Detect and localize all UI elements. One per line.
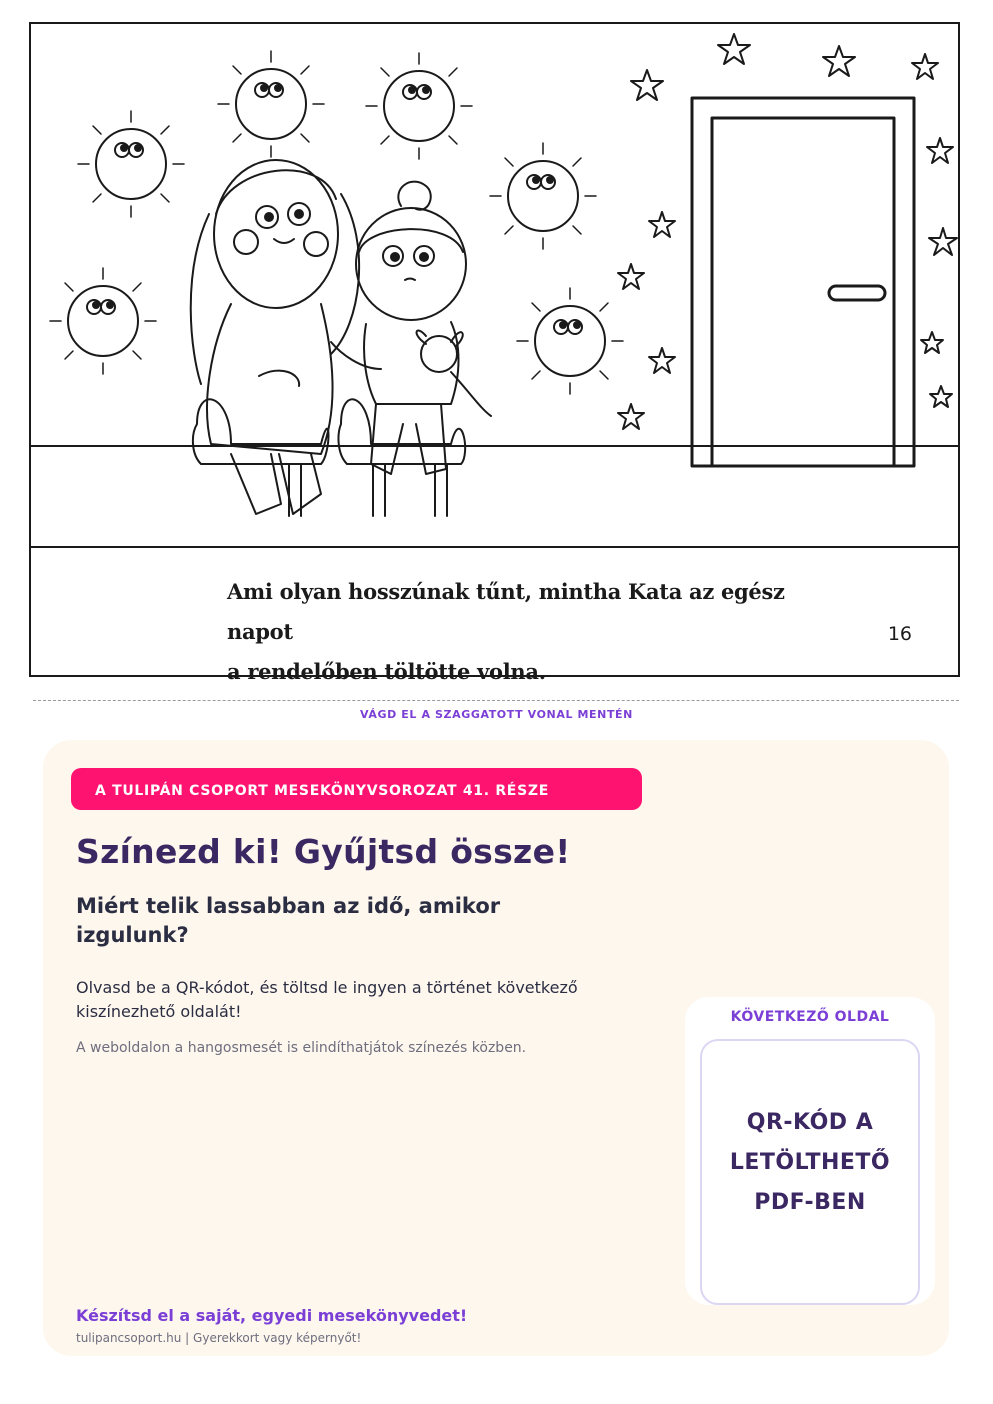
page-number: 16 [887, 623, 912, 645]
promo-title: Színezd ki! Gyűjtsd össze! [76, 832, 571, 871]
promo-subtitle: Miért telik lassabban az idő, amikor izgulunk? [76, 894, 501, 947]
promo-footer: tulipancsoport.hu | Gyerekkort vagy képernyőt! [76, 1331, 362, 1345]
promo-note: A weboldalon a hangosmesét is elindíthatjátok színezés közben. [76, 1040, 527, 1056]
chairs [193, 399, 465, 516]
door-panel [712, 118, 894, 466]
stars [618, 34, 957, 429]
qr-placeholder-line-3: PDF-BEN [754, 1190, 866, 1215]
sun-5 [50, 268, 156, 374]
qr-panel [685, 997, 935, 1305]
promo-card [43, 740, 949, 1356]
caption-box [31, 546, 958, 684]
cut-instruction: VÁGD EL A SZAGGATOTT VONAL MENTÉN [360, 708, 633, 721]
sun-1 [78, 111, 184, 217]
sun-2 [218, 51, 324, 157]
promo-body: Olvasd be a QR-kódot, és töltsd le ingyen a történet következő kiszínezhető oldalát! [76, 978, 578, 1021]
caption-line-2: a rendelőben töltötte volna. [227, 659, 546, 684]
door-frame [692, 98, 914, 466]
qr-placeholder-line-1: QR-KÓD A [746, 1110, 874, 1135]
cut-line [33, 700, 959, 701]
coloring-illustration [31, 24, 958, 546]
sun-6 [517, 288, 623, 394]
qr-code-placeholder[interactable] [700, 1039, 920, 1305]
sun-4 [490, 143, 596, 249]
coloring-page [29, 22, 960, 684]
story-caption [227, 572, 787, 692]
door-handle [829, 286, 885, 300]
qr-panel-label: KÖVETKEZŐ OLDAL [730, 1009, 890, 1025]
promo-cta: Készítsd el a saját, egyedi mesekönyvedet! [76, 1306, 468, 1325]
qr-placeholder-line-2: LETÖLTHETŐ [729, 1150, 891, 1175]
series-banner: A TULIPÁN CSOPORT MESEKÖNYVSOROZAT 41. RÉSZE [71, 768, 642, 810]
caption-line-1: Ami olyan hosszúnak tűnt, mintha Kata az egész napot [227, 579, 785, 644]
mother-figure [191, 160, 359, 514]
qr-placeholder-text [702, 1103, 918, 1223]
sun-3 [366, 53, 472, 159]
